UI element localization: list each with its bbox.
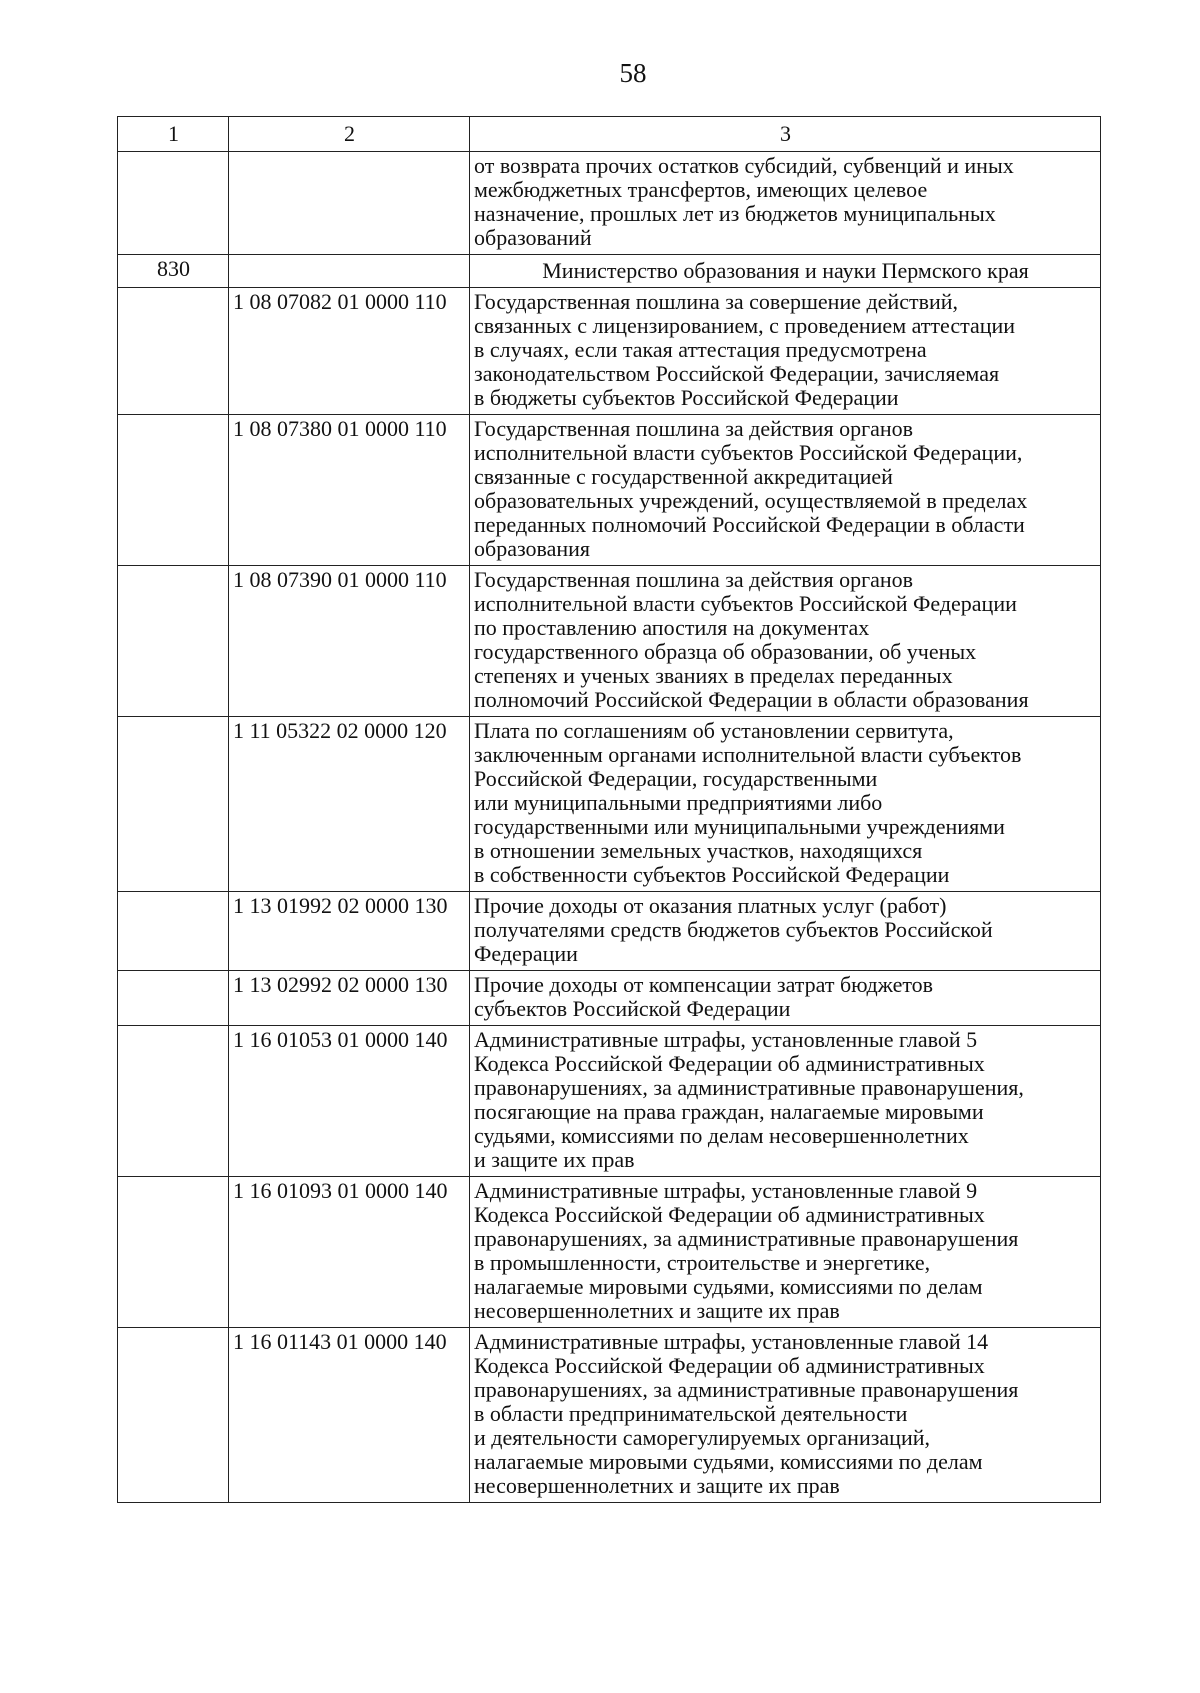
revenue-name-cell: Административные штрафы, установленные главой 9 Кодекса Российской Федерации об административных правонарушениях, за административные правонарушения в промышленности, строительстве и энергетике, налагаемые мировыми судьями, комиссиями по делам несовершеннолетних и защите их прав <box>470 1177 1101 1328</box>
admin-code-cell <box>118 1026 229 1177</box>
table-row <box>118 1026 1101 1177</box>
admin-code-cell <box>118 566 229 717</box>
revenue-code-cell: 1 16 01093 01 0000 140 <box>229 1177 470 1328</box>
revenue-code-cell: 1 11 05322 02 0000 120 <box>229 717 470 892</box>
admin-code-cell <box>118 288 229 415</box>
admin-code-cell: 830 <box>118 255 229 288</box>
revenue-name-cell: Плата по соглашениям об установлении сервитута, заключенным органами исполнительной власти субъектов Российской Федерации, государственными или муниципальными предприятиями либо государственными или муниципальными учреждениями в отношении земельных участков, находящихся в собственности субъектов Российской Федерации <box>470 717 1101 892</box>
admin-code-cell <box>118 152 229 255</box>
column-header-3: 3 <box>470 117 1101 152</box>
table-row <box>118 892 1101 971</box>
revenue-code-cell <box>229 152 470 255</box>
revenue-name-cell: Прочие доходы от компенсации затрат бюджетов субъектов Российской Федерации <box>470 971 1101 1026</box>
admin-code-cell <box>118 1177 229 1328</box>
revenue-code-cell <box>229 255 470 288</box>
revenue-code-cell: 1 13 02992 02 0000 130 <box>229 971 470 1026</box>
admin-code-cell <box>118 971 229 1026</box>
table-row <box>118 717 1101 892</box>
revenue-code-cell: 1 08 07390 01 0000 110 <box>229 566 470 717</box>
revenue-code-cell: 1 13 01992 02 0000 130 <box>229 892 470 971</box>
revenue-name-cell: Государственная пошлина за совершение действий, связанных с лицензированием, с проведением аттестации в случаях, если такая аттестация предусмотрена законодательством Российской Федерации, зачисляемая в бюджеты субъектов Российской Федерации <box>470 288 1101 415</box>
table-row <box>118 152 1101 255</box>
table-row <box>118 288 1101 415</box>
table-row <box>118 971 1101 1026</box>
revenue-name-cell: от возврата прочих остатков субсидий, субвенций и иных межбюджетных трансфертов, имеющих целевое назначение, прошлых лет из бюджетов муниципальных образований <box>470 152 1101 255</box>
table-row <box>118 415 1101 566</box>
revenue-name-cell: Государственная пошлина за действия органов исполнительной власти субъектов Российской Федерации, связанные с государственной аккредитацией образовательных учреждений, осуществляемой в пределах переданных полномочий Российской Федерации в области образования <box>470 415 1101 566</box>
column-header-1: 1 <box>118 117 229 152</box>
admin-code-cell <box>118 892 229 971</box>
revenue-code-cell: 1 08 07380 01 0000 110 <box>229 415 470 566</box>
table-row <box>118 566 1101 717</box>
revenue-code-cell: 1 08 07082 01 0000 110 <box>229 288 470 415</box>
table-row <box>118 1177 1101 1328</box>
revenue-name-cell: Государственная пошлина за действия органов исполнительной власти субъектов Российской Федерации по проставлению апостиля на документах государственного образца об образовании, об ученых степенях и ученых званиях в пределах переданных полномочий Российской Федерации в области образования <box>470 566 1101 717</box>
revenue-name-cell: Административные штрафы, установленные главой 5 Кодекса Российской Федерации об административных правонарушениях, за административные правонарушения, посягающие на права граждан, налагаемые мировыми судьями, комиссиями по делам несовершеннолетних и защите их прав <box>470 1026 1101 1177</box>
admin-code-cell <box>118 717 229 892</box>
revenue-code-cell: 1 16 01143 01 0000 140 <box>229 1328 470 1503</box>
revenue-codes-table <box>117 116 1101 1503</box>
page-number: 58 <box>619 58 647 88</box>
administrator-name-cell: Министерство образования и науки Пермского края <box>470 255 1101 288</box>
revenue-name-cell: Административные штрафы, установленные главой 14 Кодекса Российской Федерации об административных правонарушениях, за административные правонарушения в области предпринимательской деятельности и деятельности саморегулируемых организаций, налагаемые мировыми судьями, комиссиями по делам несовершеннолетних и защите их прав <box>470 1328 1101 1503</box>
revenue-code-cell: 1 16 01053 01 0000 140 <box>229 1026 470 1177</box>
admin-code-cell <box>118 415 229 566</box>
column-header-2: 2 <box>229 117 470 152</box>
revenue-name-cell: Прочие доходы от оказания платных услуг (работ) получателями средств бюджетов субъектов Российской Федерации <box>470 892 1101 971</box>
admin-code-cell <box>118 1328 229 1503</box>
table-header-row <box>118 117 1101 152</box>
table-row <box>118 255 1101 288</box>
table-row <box>118 1328 1101 1503</box>
